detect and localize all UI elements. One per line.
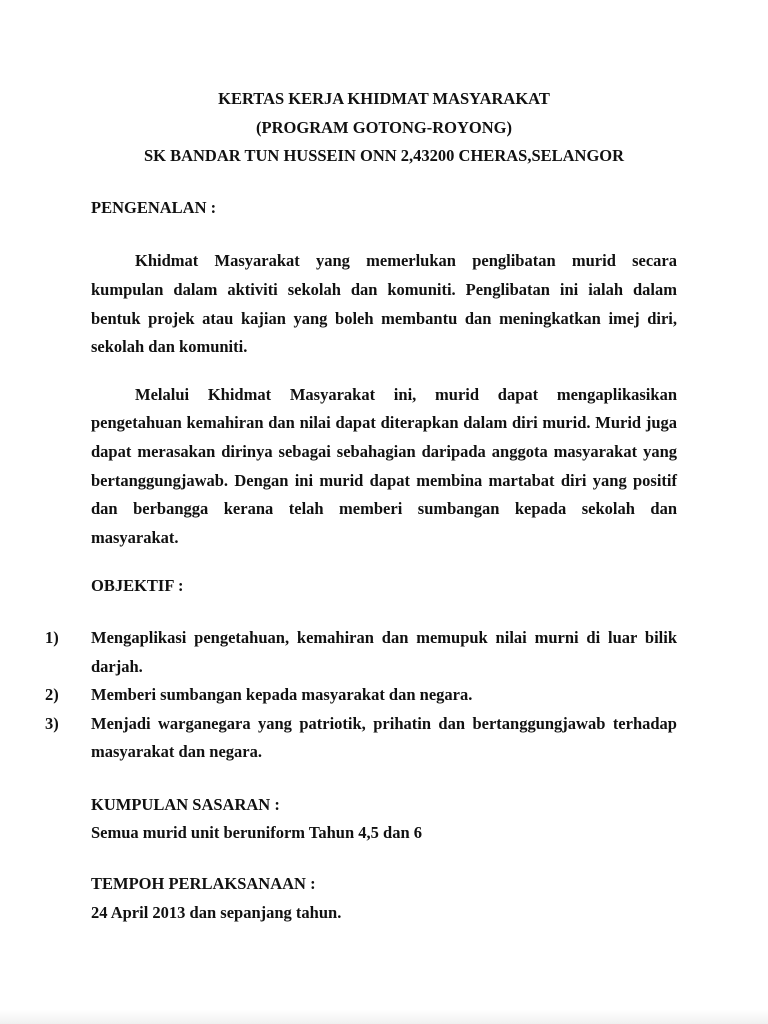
document-content <box>45 85 677 927</box>
objektif-item-3-text: Menjadi warganegara yang patriotik, prihatin dan bertanggungjawab terhadap masyarakat dan negara. <box>91 713 677 762</box>
tempoh-perlaksanaan-body: 24 April 2013 dan sepanjang tahun. <box>91 902 342 922</box>
objektif-item-1-text: Mengaplikasi pengetahuan, kemahiran dan memupuk nilai murni di luar bilik darjah. <box>91 627 677 676</box>
objektif-item-1 <box>45 624 677 681</box>
section-heading-kumpulan-sasaran: KUMPULAN SASARAN : <box>91 794 280 814</box>
pengenalan-paragraph-1: Khidmat Masyarakat yang memerlukan penglibatan murid secara kumpulan dalam aktiviti sekolah dan komuniti. Penglibatan ini ialah dalam bentuk projek atau kajian yang boleh membantu dan meningkatkan imej diri, sekolah dan komuniti. <box>91 251 677 357</box>
kumpulan-sasaran-body: Semua murid unit beruniform Tahun 4,5 dan 6 <box>91 823 423 843</box>
section-heading-tempoh-perlaksanaan: TEMPOH PERLAKSANAAN : <box>91 874 316 894</box>
school-address: SK BANDAR TUN HUSSEIN ONN 2,43200 CHERAS,SELANGOR <box>143 146 625 166</box>
document-header <box>91 85 677 171</box>
objektif-item-3 <box>45 710 677 767</box>
pengenalan-paragraph-2: Melalui Khidmat Masyarakat ini, murid dapat mengaplikasikan pengetahuan kemahiran dan nilai dapat diterapkan dalam diri murid. Murid juga dapat merasakan dirinya sebagai sebahagian daripada anggota masyarakat yang bertanggungjawab. Dengan ini murid dapat membina martabat diri yang positif dan berbangga kerana telah memberi sumbangan kepada sekolah dan masyarakat. <box>91 384 677 547</box>
page-bottom-edge <box>0 1010 768 1024</box>
document-subtitle: (PROGRAM GOTONG-ROYONG) <box>256 117 512 137</box>
section-heading-objektif: OBJEKTIF : <box>91 576 184 596</box>
objektif-item-2 <box>45 681 677 710</box>
objektif-item-1-number: 1) <box>45 627 59 647</box>
objektif-item-3-number: 3) <box>45 713 59 733</box>
section-heading-pengenalan: PENGENALAN : <box>91 197 217 217</box>
objektif-item-2-text: Memberi sumbangan kepada masyarakat dan negara. <box>91 685 473 705</box>
objektif-item-2-number: 2) <box>45 685 59 705</box>
document-title: KERTAS KERJA KHIDMAT MASYARAKAT <box>218 89 550 108</box>
objektif-list <box>45 624 677 767</box>
